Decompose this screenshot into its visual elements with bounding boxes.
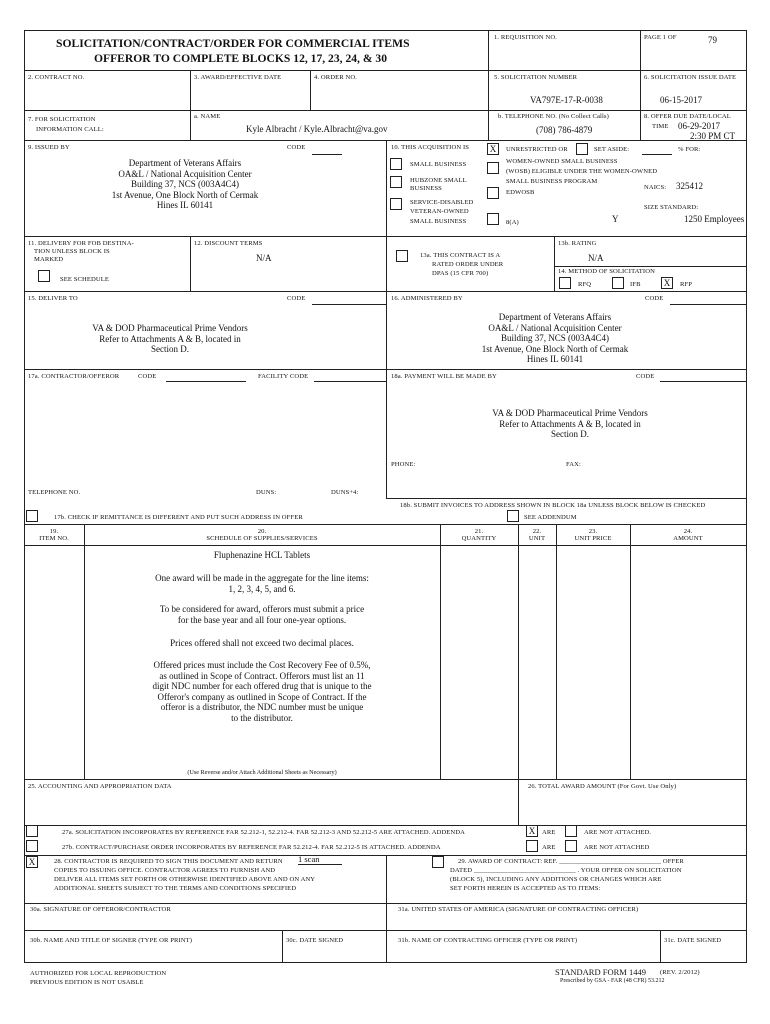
- issue-date: 06-15-2017: [660, 95, 702, 105]
- rated-order-label-1: 13a. THIS CONTRACT IS A: [420, 252, 501, 259]
- wosb-label-1: WOMEN-OWNED SMALL BUSINESS: [506, 158, 618, 165]
- set-aside-checkbox[interactable]: [576, 143, 588, 155]
- schedule-num: 20.: [257, 528, 267, 535]
- unit-price-num: 23.: [588, 528, 598, 535]
- payment-code-label: CODE: [636, 373, 655, 380]
- administered-by-code-label: CODE: [645, 295, 664, 302]
- item-no-num: 19.: [49, 528, 59, 535]
- award-paragraph: One award will be made in the aggregate for the line items: 1, 2, 3, 4, 5, and 6.: [155, 573, 369, 594]
- payment-phone-label: PHONE:: [391, 461, 416, 468]
- form-number: STANDARD FORM 1449: [555, 967, 646, 977]
- amount-header: AMOUNT: [673, 535, 703, 542]
- discount-terms-label: 12. DISCOUNT TERMS: [194, 240, 263, 247]
- solicitation-number-label: 5. SOLICITATION NUMBER: [494, 74, 578, 81]
- remittance-label: 17b. CHECK IF REMITTANCE IS DIFFERENT AND PUT SUCH ADDRESS IN OFFER: [54, 514, 303, 521]
- set-aside-label: SET ASIDE:: [594, 146, 630, 153]
- schedule-header: SCHEDULE OF SUPPLIES/SERVICES: [206, 535, 318, 542]
- fob-label-3: MARKED: [34, 256, 64, 263]
- issued-by-label: 9. ISSUED BY: [28, 144, 70, 151]
- deliver-to-label: 15. DELIVER TO: [28, 295, 78, 302]
- issued-by-code-label: CODE: [287, 144, 306, 151]
- item-title: Fluphenazine HCL Tablets: [213, 550, 311, 560]
- facility-code-label: FACILITY CODE: [258, 373, 309, 380]
- eight-a-label: 8(A): [506, 219, 519, 226]
- contact-name: Kyle Albracht / Kyle.Albracht@va.gov: [246, 124, 388, 134]
- offer-due-date: 06-29-2017: [678, 121, 720, 131]
- form-revision: (REV. 2/2012): [660, 969, 700, 976]
- rated-order-label-3: DPAS (15 CFR 700): [432, 270, 489, 277]
- remittance-checkbox[interactable]: [26, 510, 38, 522]
- telephone-no-label: TELEPHONE NO.: [28, 489, 81, 496]
- discount-terms: N/A: [256, 253, 272, 263]
- payment-fax-label: FAX:: [566, 461, 581, 468]
- administered-by-address: Department of Veterans Affairs OA&L / National Acquisition Center Building 37, NCS (003A4C4) 1st Avenue, One Block North of Cermak Hines IL 60141: [481, 312, 629, 364]
- copies-count: 1 scan: [298, 854, 342, 865]
- cost-recovery-paragraph: Offered prices must include the Cost Recovery Fee of 0.5%, as outlined in Scope of Contract. Offerors must list an 11 digit NDC number for each offered drug that is unique to the Offeror's company as outlined in Scope of Contract. If the offeror is a distributor, the NDC number must be unique to the distributor.: [152, 660, 372, 723]
- payment-label: 18a. PAYMENT WILL BE MADE BY: [391, 373, 497, 380]
- unrestricted-label: UNRESTRICTED OR: [506, 146, 568, 153]
- edwosb-checkbox[interactable]: [487, 187, 499, 199]
- deliver-to-code-label: CODE: [287, 295, 306, 302]
- award-line4: SET FORTH HEREIN IS ACCEPTED AS TO ITEMS:: [450, 885, 601, 892]
- sdvosb-checkbox[interactable]: [390, 198, 402, 210]
- solicitation-number: VA797E-17-R-0038: [530, 95, 603, 105]
- offer-due-time-label: TIME: [652, 123, 669, 130]
- offer-due-time: 2:30 PM CT: [690, 131, 736, 141]
- clause-27b-checkbox[interactable]: [26, 840, 38, 852]
- rfq-label: RFQ: [578, 281, 592, 288]
- duns-label: DUNS:: [256, 489, 277, 496]
- unrestricted-checkbox[interactable]: X: [487, 143, 499, 155]
- reproduction-note: AUTHORIZED FOR LOCAL REPRODUCTION: [30, 970, 167, 977]
- unit-header: UNIT: [528, 535, 546, 542]
- administered-by-label: 16. ADMINISTERED BY: [391, 295, 463, 302]
- naics-label: NAICS:: [644, 184, 667, 191]
- rating-value: N/A: [588, 253, 604, 263]
- requisition-label: 1. REQUISITION NO.: [494, 34, 557, 41]
- sign-return-line1: 28. CONTRACTOR IS REQUIRED TO SIGN THIS DOCUMENT AND RETURN: [54, 858, 283, 865]
- sdvosb-label-1: SERVICE-DISABLED: [410, 199, 474, 206]
- award-line2: DATED ______________________________ . YOUR OFFER ON SOLICITATION: [450, 867, 682, 874]
- payment-address: VA & DOD Pharmaceutical Prime Vendors Refer to Attachments A & B, located in Section D.: [492, 408, 648, 439]
- rfp-label: RFP: [680, 281, 693, 288]
- sign-return-line2: COPIES TO ISSUING OFFICE. CONTRACTOR AGREES TO FURNISH AND: [54, 867, 276, 874]
- form-title-line2: OFFEROR TO COMPLETE BLOCKS 12, 17, 23, 24, & 30: [94, 52, 387, 65]
- clause-27b-label: 27b. CONTRACT/PURCHASE ORDER INCORPORATES BY REFERENCE FAR 52.212-4. FAR 52.212-5 IS ATTACHED. ADDENDA: [62, 844, 441, 851]
- deliver-to-address: VA & DOD Pharmaceutical Prime Vendors Refer to Attachments A & B, located in Section D.: [92, 323, 248, 354]
- info-call-label-1: 7. FOR SOLICITATION: [28, 116, 96, 123]
- see-schedule-label: SEE SCHEDULE: [60, 276, 110, 283]
- clause-27a-checkbox[interactable]: [26, 825, 38, 837]
- offer-due-label: 8. OFFER DUE DATE/LOCAL: [644, 113, 731, 120]
- accounting-label: 25. ACCOUNTING AND APPROPRIATION DATA: [28, 783, 172, 790]
- order-no-label: 4. ORDER NO.: [314, 74, 357, 81]
- percent-for-label: % FOR:: [678, 146, 701, 153]
- officer-date-label: 31c. DATE SIGNED: [664, 937, 722, 944]
- fob-label-1: 11. DELIVERY FOR FOB DESTINA-: [28, 240, 134, 247]
- name-label: a. NAME: [194, 113, 221, 120]
- rfq-checkbox[interactable]: [559, 277, 571, 289]
- contract-no-label: 2. CONTRACT NO.: [28, 74, 85, 81]
- contact-phone: (708) 786-4879: [536, 125, 593, 135]
- award-line1: 29. AWARD OF CONTRACT: REF. ______________________________ OFFER: [458, 858, 684, 865]
- ifb-label: IFB: [630, 281, 641, 288]
- contractor-code-label: CODE: [138, 373, 157, 380]
- award-line3: (BLOCK 5), INCLUDING ANY ADDITIONS OR CHANGES WHICH ARE: [450, 876, 662, 883]
- clause-27b-are-label: ARE: [542, 844, 556, 851]
- base-year-paragraph: To be considered for award, offerors must submit a price for the base year and all four one-year options.: [159, 604, 365, 625]
- method-label: 14. METHOD OF SOLICITATION: [558, 268, 655, 275]
- offeror-signature-label: 30a. SIGNATURE OF OFFEROR/CONTRACTOR: [30, 906, 171, 913]
- wosb-label-3: SMALL BUSINESS PROGRAM: [506, 178, 598, 185]
- clause-27b-are-not-label: ARE NOT ATTACHED: [584, 844, 650, 851]
- clause-27a-label: 27a. SOLICITATION INCORPORATES BY REFERENCE FAR 52.212-1, 52.212-4. FAR 52.212-3 AND 52.212-5 ARE ATTACHED. ADDENDA: [62, 829, 466, 836]
- small-business-label: SMALL BUSINESS: [410, 161, 467, 168]
- quantity-num: 21.: [474, 528, 484, 535]
- clause-27a-are-not-label: ARE NOT ATTACHED.: [584, 829, 652, 836]
- rated-order-checkbox[interactable]: [396, 250, 408, 262]
- sign-return-line3: DELIVER ALL ITEMS SET FORTH OR OTHERWISE IDENTIFIED ABOVE AND ON ANY: [54, 876, 316, 883]
- issue-date-label: 6. SOLICITATION ISSUE DATE: [644, 74, 737, 81]
- total-award-label: 26. TOTAL AWARD AMOUNT (For Govt. Use Only): [528, 783, 677, 790]
- quantity-header: QUANTITY: [461, 535, 497, 542]
- size-standard-label: SIZE STANDARD:: [644, 204, 699, 211]
- contractor-label: 17a. CONTRACTOR/OFFEROR: [28, 373, 120, 380]
- signer-date-label: 30c. DATE SIGNED: [286, 937, 344, 944]
- sign-return-checkbox[interactable]: X: [26, 856, 38, 868]
- naics-value: 325412: [676, 181, 703, 191]
- see-schedule-checkbox[interactable]: [38, 270, 50, 282]
- unit-price-header: UNIT PRICE: [574, 535, 612, 542]
- clause-27b-are-not-checkbox[interactable]: [565, 840, 577, 852]
- duns4-label: DUNS+4:: [331, 489, 359, 496]
- hubzone-checkbox[interactable]: [390, 176, 402, 188]
- award-checkbox[interactable]: [432, 856, 444, 868]
- rating-label: 13b. RATING: [558, 240, 597, 247]
- sdvosb-label-3: SMALL BUSINESS: [410, 218, 467, 225]
- eight-a-value: Y: [612, 214, 619, 224]
- size-standard-value: 1250 Employees: [684, 214, 745, 224]
- edwosb-label: EDWOSB: [506, 189, 535, 196]
- officer-signature-label: 31a. UNITED STATES OF AMERICA (SIGNATURE OF CONTRACTING OFFICER): [398, 906, 639, 913]
- submit-invoices-label: 18b. SUBMIT INVOICES TO ADDRESS SHOWN IN BLOCK 18a UNLESS BLOCK BELOW IS CHECKED: [400, 502, 706, 509]
- prescribed-by: Prescribed by GSA - FAR (48 CFR) 53.212: [560, 978, 665, 984]
- hubzone-label-1: HUBZONE SMALL: [410, 177, 467, 184]
- fob-label-2: TION UNLESS BLOCK IS: [34, 248, 110, 255]
- info-call-label-2: INFORMATION CALL:: [36, 126, 104, 133]
- officer-name-label: 31b. NAME OF CONTRACTING OFFICER (TYPE OR PRINT): [398, 937, 578, 944]
- acquisition-label: 10. THIS ACQUISITION IS: [391, 144, 470, 151]
- page-total: 79: [708, 35, 717, 45]
- wosb-label-2: (WOSB) ELIGIBLE UNDER THE WOMEN-OWNED: [506, 168, 658, 175]
- unit-num: 22.: [532, 528, 542, 535]
- form-title-line1: SOLICITATION/CONTRACT/ORDER FOR COMMERCIAL ITEMS: [56, 37, 410, 50]
- decimal-paragraph: Prices offered shall not exceed two decimal places.: [170, 638, 354, 648]
- rated-order-label-2: RATED ORDER UNDER: [432, 261, 504, 268]
- amount-num: 24.: [683, 528, 693, 535]
- signer-name-label: 30b. NAME AND TITLE OF SIGNER (TYPE OR PRINT): [30, 937, 193, 944]
- sdvosb-label-2: VETERAN-OWNED: [410, 208, 469, 215]
- hubzone-label-2: BUSINESS: [410, 185, 442, 192]
- sign-return-line4: ADDITIONAL SHEETS SUBJECT TO THE TERMS AND CONDITIONS SPECIFIED: [54, 885, 297, 892]
- clause-27a-are-checkbox[interactable]: X: [526, 825, 538, 837]
- clause-27a-are-not-checkbox[interactable]: [565, 825, 577, 837]
- item-no-header: ITEM NO.: [39, 535, 69, 542]
- reverse-footnote: (Use Reverse and/or Attach Additional Sheets as Necessary): [187, 769, 337, 776]
- eight-a-checkbox[interactable]: [487, 213, 499, 225]
- clause-27b-are-checkbox[interactable]: [526, 840, 538, 852]
- award-date-label: 3. AWARD/EFFECTIVE DATE: [194, 74, 282, 81]
- ifb-checkbox[interactable]: [612, 277, 624, 289]
- previous-edition-note: PREVIOUS EDITION IS NOT USABLE: [30, 979, 144, 986]
- wosb-checkbox[interactable]: [487, 162, 499, 174]
- issued-by-address: Department of Veterans Affairs OA&L / National Acquisition Center Building 37, NCS (003A4C4) 1st Avenue, One Block North of Cermak Hines IL 60141: [111, 158, 259, 210]
- small-business-checkbox[interactable]: [390, 158, 402, 170]
- clause-27a-are-label: ARE: [542, 829, 556, 836]
- telephone-label: b. TELEPHONE NO. (No Collect Calls): [498, 113, 609, 120]
- rfp-checkbox[interactable]: X: [661, 277, 673, 289]
- page-label: PAGE 1 OF: [644, 34, 677, 41]
- see-addendum-label: SEE ADDENDUM: [524, 514, 577, 521]
- see-addendum-checkbox[interactable]: [507, 510, 519, 522]
